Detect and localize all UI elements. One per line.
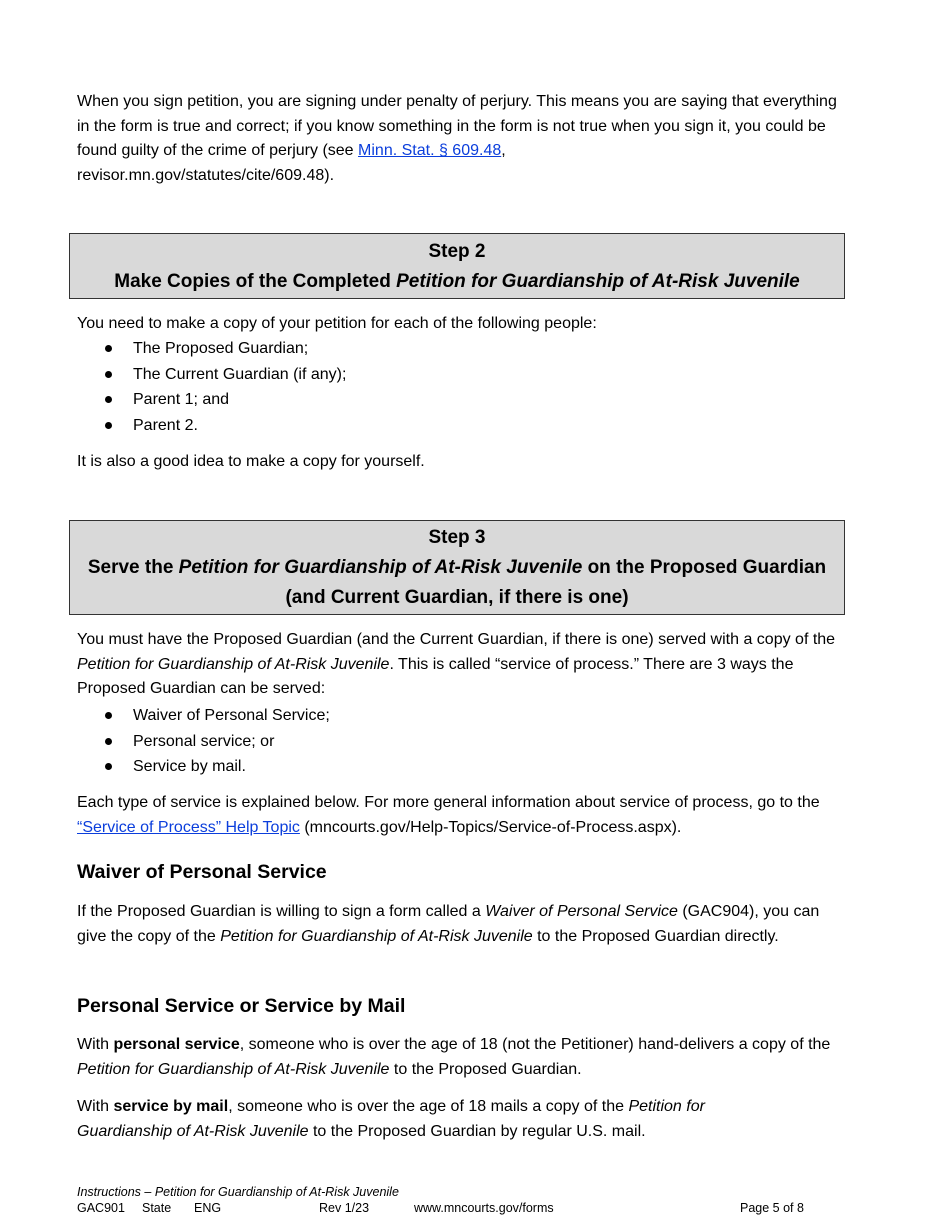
list-item-text: The Current Guardian (if any); bbox=[133, 365, 347, 383]
service-help-paragraph bbox=[77, 791, 847, 840]
mail-text-b: , someone who is over the age of 18 mails a copy of the bbox=[228, 1098, 629, 1115]
step-3-title bbox=[70, 553, 844, 583]
personal-text-c: to the Proposed Guardian. bbox=[389, 1060, 582, 1078]
help-url-text: (mncourts.gov/Help-Topics/Service-of-Process.aspx). bbox=[299, 818, 682, 836]
waiver-petition-name: Petition for Guardianship of At-Risk Juvenile bbox=[220, 927, 533, 945]
step-3-title-italic: Petition for Guardianship of At-Risk Juvenile bbox=[178, 557, 583, 578]
step-2-title bbox=[70, 267, 844, 297]
list-item bbox=[77, 413, 346, 439]
step-3-service-paragraph bbox=[77, 628, 847, 702]
footer bbox=[77, 1184, 804, 1218]
list-item-text: Service by mail. bbox=[133, 758, 246, 775]
personal-text-b: , someone who is over the age of 18 (not the Petitioner) hand-delivers a copy of the bbox=[239, 1036, 831, 1053]
bullet-icon bbox=[105, 371, 112, 378]
footer-page-number: Page 5 of 8 bbox=[740, 1201, 804, 1215]
step-2-header bbox=[69, 233, 845, 299]
step-3-title-line-2: (and Current Guardian, if there is one) bbox=[285, 587, 629, 608]
perjury-comma: , bbox=[501, 142, 506, 159]
personal-service-heading: Personal Service or Service by Mail bbox=[77, 995, 406, 1017]
list-item bbox=[77, 754, 330, 780]
step-2-title-plain: Make Copies of the Completed bbox=[114, 271, 397, 292]
bullet-icon bbox=[105, 763, 112, 770]
waiver-text-b: (GAC904), you can give the copy of the bbox=[77, 903, 820, 945]
personal-service-term: personal service bbox=[113, 1036, 240, 1053]
footer-title-text: Instructions – Petition for Guardianship of At-Risk Juvenile bbox=[77, 1185, 399, 1199]
list-item bbox=[77, 729, 330, 755]
mail-service-term: service by mail bbox=[113, 1098, 229, 1115]
step-2-lead: You need to make a copy of your petition for each of the following people: bbox=[77, 315, 597, 332]
list-item-text: Parent 2. bbox=[133, 416, 198, 434]
list-item bbox=[77, 362, 346, 388]
revisor-url-text: revisor.mn.gov/statutes/cite/609.48). bbox=[77, 166, 335, 184]
bullet-icon bbox=[105, 422, 112, 429]
service-of-process-help-link[interactable]: “Service of Process” Help Topic bbox=[77, 818, 300, 836]
waiver-text-a: If the Proposed Guardian is willing to sign a form called a bbox=[77, 903, 486, 920]
service-text-b: . This is called “service of process.” There are 3 ways the Proposed Guardian can be served: bbox=[77, 655, 794, 697]
waiver-heading: Waiver of Personal Service bbox=[77, 861, 327, 883]
list-item-text: The Proposed Guardian; bbox=[133, 340, 309, 357]
service-methods-list bbox=[77, 703, 330, 780]
personal-petition-name: Petition for Guardianship of At-Risk Juvenile bbox=[77, 1060, 390, 1078]
step-3-title-b: on the Proposed Guardian bbox=[582, 557, 827, 578]
footer-form-id: GAC901 bbox=[77, 1201, 125, 1215]
list-item-text: Personal service; or bbox=[133, 732, 275, 750]
bullet-icon bbox=[105, 712, 112, 719]
step-2-label: Step 2 bbox=[428, 241, 486, 262]
list-item-text: Parent 1; and bbox=[133, 391, 230, 408]
step-2-closing: It is also a good idea to make a copy for yourself. bbox=[77, 453, 425, 470]
perjury-text: When you sign petition, you are signing under penalty of perjury. This means you are saying that everything in the form is true and correct; if you know something in the form is not true when you sign it, you could be found guilty of the crime of perjury (see bbox=[77, 93, 837, 159]
list-item bbox=[77, 387, 346, 413]
footer-revision: Rev 1/23 bbox=[319, 1201, 370, 1215]
mail-text-a: With bbox=[77, 1098, 114, 1115]
footer-jurisdiction: State bbox=[142, 1201, 172, 1215]
step-2-title-italic: Petition for Guardianship of At-Risk Juvenile bbox=[396, 271, 800, 292]
step-3-title-a: Serve the bbox=[87, 557, 179, 578]
perjury-paragraph bbox=[77, 90, 837, 188]
minn-stat-link[interactable]: Minn. Stat. § 609.48 bbox=[358, 142, 502, 159]
personal-service-paragraph bbox=[77, 1033, 847, 1082]
bullet-icon bbox=[105, 738, 112, 745]
service-text-italic: Petition for Guardianship of At-Risk Juvenile bbox=[77, 655, 390, 673]
personal-text-a: With bbox=[77, 1036, 114, 1053]
footer-meta bbox=[77, 1200, 804, 1218]
step-3-header bbox=[69, 520, 845, 615]
footer-title bbox=[77, 1184, 399, 1200]
waiver-text-c: to the Proposed Guardian directly. bbox=[532, 927, 779, 945]
waiver-form-name: Waiver of Personal Service bbox=[485, 903, 678, 920]
bullet-icon bbox=[105, 345, 112, 352]
list-item bbox=[77, 703, 330, 729]
mail-petition-name: Petition for Guardianship of At-Risk Juvenile bbox=[77, 1098, 705, 1140]
step-3-label: Step 3 bbox=[428, 527, 486, 548]
footer-language: ENG bbox=[194, 1201, 222, 1215]
help-text-a: Each type of service is explained below. For more general information about service of process, go to the bbox=[77, 794, 820, 811]
service-text-a: You must have the Proposed Guardian (and the Current Guardian, if there is one) served with a copy of the bbox=[77, 631, 836, 648]
mail-service-paragraph bbox=[77, 1095, 777, 1144]
mail-text-c: to the Proposed Guardian by regular U.S. mail. bbox=[308, 1122, 646, 1140]
list-item-text: Waiver of Personal Service; bbox=[133, 707, 330, 724]
bullet-icon bbox=[105, 396, 112, 403]
list-item bbox=[77, 336, 346, 362]
step-2-copy-list bbox=[77, 336, 346, 438]
waiver-paragraph bbox=[77, 900, 847, 949]
footer-website: www.mncourts.gov/forms bbox=[414, 1201, 554, 1215]
